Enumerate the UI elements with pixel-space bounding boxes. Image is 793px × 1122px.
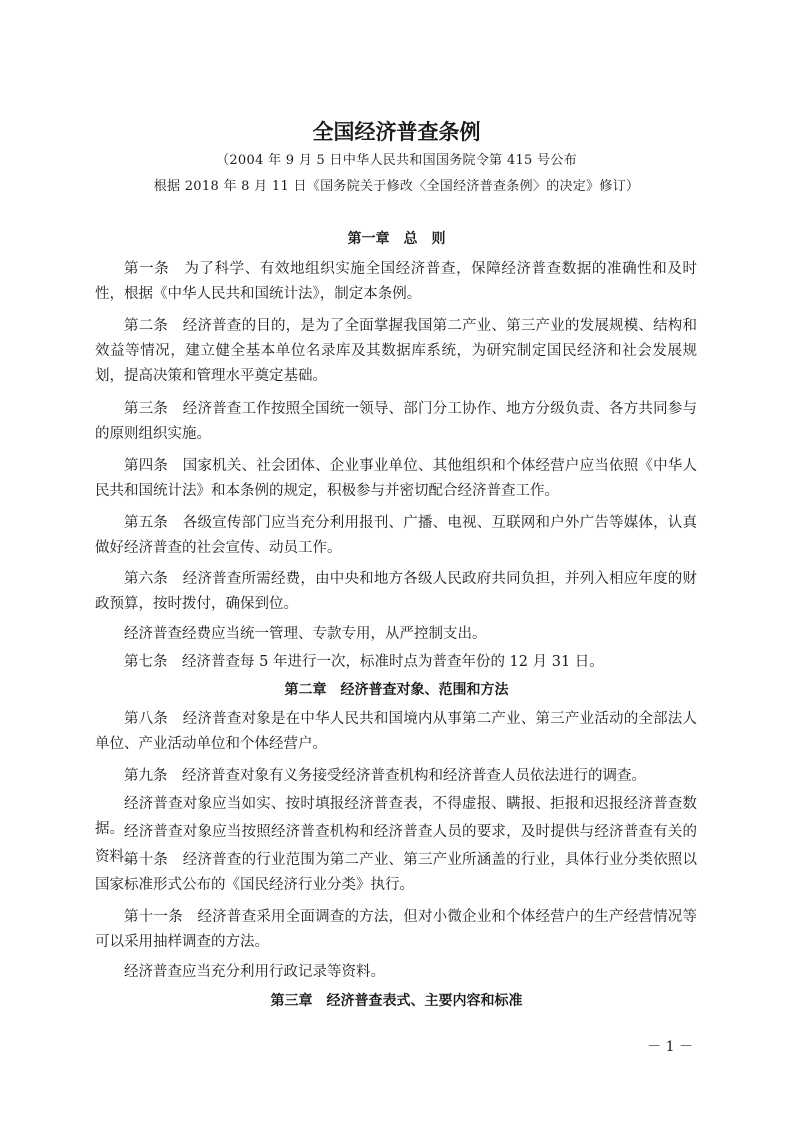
chapter-heading-3: 第三章 经济普查表式、主要内容和标准 [270,993,523,1009]
article-11: 第十一条 经济普查采用全面调查的方法，但对小微企业和个体经营户的生产经营情况等可以采用抽样调查的方法。 [95,909,697,950]
chapter-heading-2: 第二章 经济普查对象、范围和方法 [284,682,509,698]
article-10: 第十条 经济普查的行业范围为第二产业、第三产业所涵盖的行业，具体行业分类依照以国家标准形式公布的《国民经济行业分类》执行。 [95,852,697,893]
document-subtitle-line1: （2004 年 9 月 5 日中华人民共和国国务院令第 415 号公布 [216,153,577,168]
article-1: 第一条 为了科学、有效地组织实施全国经济普查，保障经济普查数据的准确性和及时性，根据《中华人民共和国统计法》，制定本条例。 [95,261,697,302]
article-7: 第七条 经济普查每 5 年进行一次，标准时点为普查年份的 12 月 31 日。 [124,654,604,670]
article-4: 第四条 国家机关、社会团体、企业事业单位、其他组织和个体经营户应当依照《中华人民共和国统计法》和本条例的规定，积极参与并密切配合经济普查工作。 [95,458,697,499]
article-8: 第八条 经济普查对象是在中华人民共和国境内从事第二产业、第三产业活动的全部法人单位、产业活动单位和个体经营户。 [95,711,697,752]
article-9-clause-3: 经济普查对象应当按照经济普查机构和经济普查人员的要求，及时提供与经济普查有关的资料。 [95,824,697,865]
article-11-clause-2: 经济普查应当充分利用行政记录等资料。 [124,964,385,980]
article-2: 第二条 经济普查的目的，是为了全面掌握我国第二产业、第三产业的发展规模、结构和效益等情况，建立健全基本单位名录库及其数据库系统，为研究制定国民经济和社会发展规划，提高决策和管理水平奠定基础。 [95,318,697,384]
chapter-heading-1: 第一章 总 则 [347,231,446,247]
article-6: 第六条 经济普查所需经费，由中央和地方各级人民政府共同负担，并列入相应年度的财政预算，按时拨付，确保到位。 [95,571,697,612]
article-3: 第三条 经济普查工作按照全国统一领导、部门分工协作、地方分级负责、各方共同参与的原则组织实施。 [95,401,697,442]
article-9: 第九条 经济普查对象有义务接受经济普查机构和经济普查人员依法进行的调查。 [124,768,646,784]
page-number: － 1 － [647,1039,693,1055]
document-title: 全国经济普查条例 [312,120,481,144]
article-5: 第五条 各级宣传部门应当充分利用报刊、广播、电视、互联网和户外广告等媒体，认真做好经济普查的社会宣传、动员工作。 [95,515,697,556]
document-subtitle-line2: 根据 2018 年 8 月 11 日《国务院关于修改〈全国经济普查条例〉的决定》修订） [153,179,640,194]
article-6-clause-2: 经济普查经费应当统一管理、专款专用，从严控制支出。 [124,626,487,642]
article-9-clause-2: 经济普查对象应当如实、按时填报经济普查表，不得虚报、瞒报、拒报和迟报经济普查数据。 [95,796,697,837]
